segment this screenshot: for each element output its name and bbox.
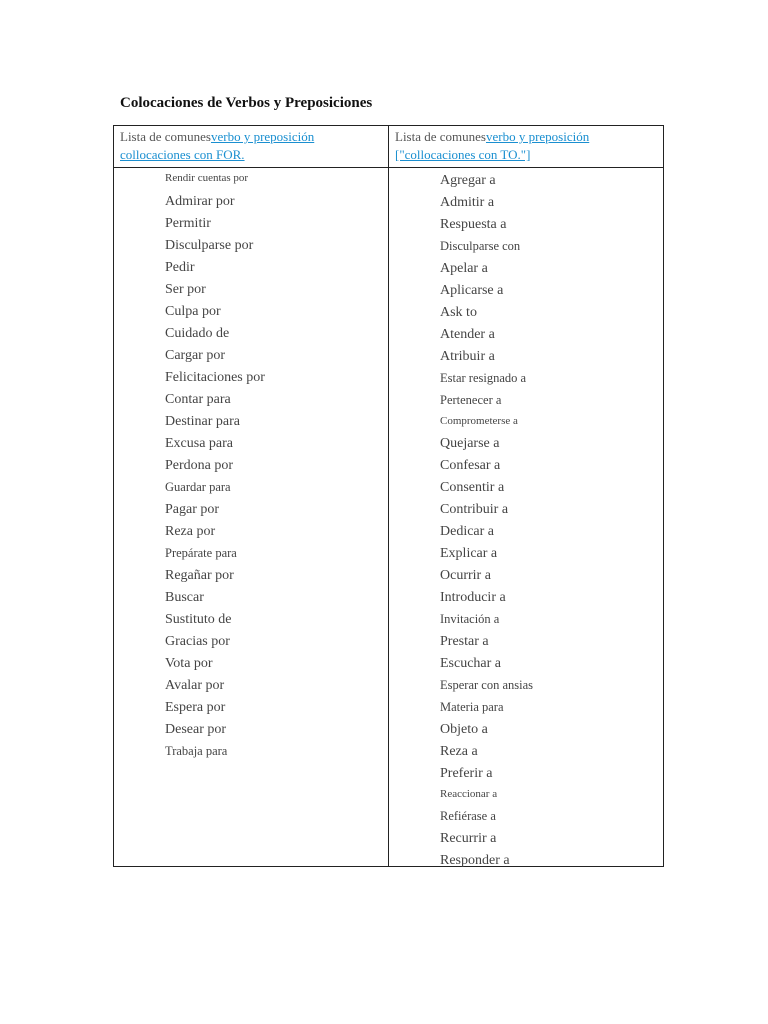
for-item: Pedir (165, 260, 195, 275)
to-item: Responder a (440, 853, 510, 868)
for-item: Culpa por (165, 304, 221, 319)
to-item: Estar resignado a (440, 371, 527, 385)
to-item: Consentir a (440, 480, 505, 495)
to-item: Admitir a (440, 195, 495, 210)
for-item: Cargar por (165, 348, 225, 363)
for-item: Reza por (165, 524, 216, 539)
for-item: Excusa para (165, 436, 234, 451)
for-item: Trabaja para (165, 744, 228, 758)
for-item: Permitir (165, 216, 211, 231)
document-title: Colocaciones de Verbos y Preposiciones (120, 95, 373, 111)
to-item: Confesar a (440, 458, 501, 473)
to-item: Quejarse a (440, 436, 500, 451)
to-item: Agregar a (440, 173, 496, 188)
to-item: Introducir a (440, 590, 506, 605)
to-item: Contribuir a (440, 502, 509, 517)
for-item: Ser por (165, 282, 206, 297)
to-item: Respuesta a (440, 217, 507, 232)
to-item: Explicar a (440, 546, 498, 561)
for-item: Destinar para (165, 414, 241, 429)
to-item: Reaccionar a (440, 788, 498, 800)
header-link[interactable]: verbo y preposición (485, 129, 590, 144)
for-item: Contar para (165, 392, 231, 407)
header-cell-to (389, 126, 664, 168)
for-item: Buscar (165, 590, 204, 605)
to-item: Materia para (440, 700, 504, 714)
table-body-row (114, 168, 664, 867)
header-prefix: Lista de comunes (120, 129, 211, 144)
for-item: Vota por (165, 656, 213, 671)
to-column (389, 168, 664, 867)
for-item: Guardar para (165, 480, 231, 494)
for-item: Pagar por (165, 502, 220, 517)
to-item: Atribuir a (440, 349, 495, 364)
to-item: Esperar con ansias (440, 678, 534, 692)
for-item: Admirar por (165, 194, 235, 209)
to-item: Objeto a (440, 722, 488, 737)
to-item: Recurrir a (440, 831, 497, 846)
for-item: Prepárate para (165, 546, 237, 560)
for-item: Felicitaciones por (165, 370, 265, 385)
for-item: Gracias por (165, 634, 230, 649)
for-column (114, 168, 389, 867)
to-item: Comprometerse a (440, 415, 518, 427)
header-cell-for (114, 126, 389, 168)
to-item: Apelar a (440, 261, 488, 276)
to-item: Invitación a (440, 612, 500, 626)
for-item: Desear por (165, 722, 227, 737)
to-item: Dedicar a (440, 524, 495, 539)
for-item: Sustituto de (165, 612, 232, 627)
to-item: Prestar a (440, 634, 489, 649)
header-prefix: Lista de comunes (395, 129, 486, 144)
for-item: Rendir cuentas por (165, 172, 249, 184)
header-link[interactable]: ["collocaciones con TO."] (395, 147, 531, 162)
to-item: Disculparse con (440, 239, 521, 253)
for-item: Cuidado de (165, 326, 230, 341)
to-item: Reza a (440, 744, 478, 759)
to-item: Ask to (440, 305, 477, 320)
for-item: Disculparse por (165, 238, 254, 253)
to-item: Atender a (440, 327, 495, 342)
for-item: Regañar por (165, 568, 234, 583)
to-item: Pertenecer a (440, 393, 502, 407)
header-link[interactable]: verbo y preposición (210, 129, 315, 144)
for-item: Avalar por (165, 678, 225, 693)
header-link[interactable]: collocaciones con FOR. (120, 147, 245, 162)
for-item: Perdona por (165, 458, 234, 473)
to-item: Ocurrir a (440, 568, 491, 583)
for-item: Espera por (165, 700, 226, 715)
to-item: Preferir a (440, 766, 493, 781)
to-item: Escuchar a (440, 656, 502, 671)
to-item: Aplicarse a (440, 283, 504, 298)
table-header-row (114, 126, 664, 168)
collocations-table (113, 125, 664, 867)
to-item: Refiérase a (440, 809, 496, 823)
